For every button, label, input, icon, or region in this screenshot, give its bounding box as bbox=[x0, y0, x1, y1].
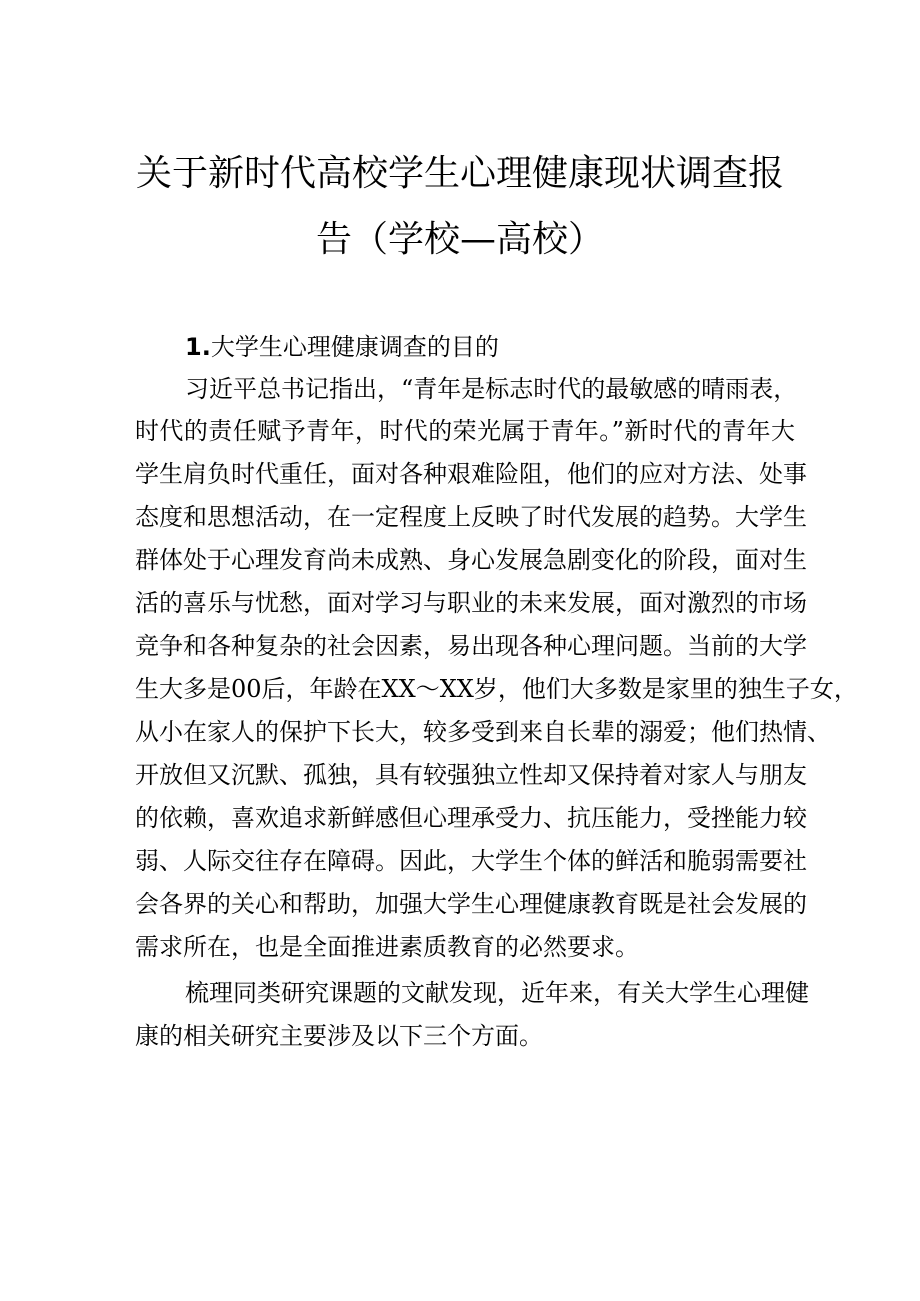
paragraph-2-line: 梳理同类研究课题的文献发现，近年来，有关大学生心理健 bbox=[185, 979, 809, 1007]
paragraph-1-line: 学生肩负时代重任，面对各种艰难险阻，他们的应对方法、处事 bbox=[135, 460, 807, 488]
section-number: 1. bbox=[185, 333, 211, 361]
document-title-line-1: 关于新时代高校学生心理健康现状调查报 bbox=[135, 153, 784, 194]
paragraph-1-line: 需求所在，也是全面推进素质教育的必然要求。 bbox=[135, 933, 639, 961]
paragraph-1-line: 生大多是00后，年龄在XX～XX岁，他们大多数是家里的独生子女， bbox=[135, 675, 858, 703]
paragraph-1-line: 竞争和各种复杂的社会因素，易出现各种心理问题。当前的大学 bbox=[135, 632, 807, 660]
paragraph-1-line: 态度和思想活动，在一定程度上反映了时代发展的趋势。大学生 bbox=[135, 503, 807, 531]
paragraph-1-line: 群体处于心理发育尚未成熟、身心发展急剧变化的阶段，面对生 bbox=[135, 546, 807, 574]
paragraph-1-line: 开放但又沉默、孤独，具有较强独立性却又保持着对家人与朋友 bbox=[135, 761, 807, 789]
paragraph-1-line: 活的喜乐与忧愁，面对学习与职业的未来发展，面对激烈的市场 bbox=[135, 589, 807, 617]
document-title-line-2: 告（学校—高校） bbox=[315, 219, 604, 260]
section-heading-text: 大学生心理健康调查的目的 bbox=[210, 333, 499, 361]
paragraph-1-line: 从小在家人的保护下长大，较多受到来自长辈的溺爱；他们热情、 bbox=[135, 718, 831, 746]
paragraph-1-line: 会各界的关心和帮助，加强大学生心理健康教育既是社会发展的 bbox=[135, 890, 807, 918]
paragraph-1-line: 时代的责任赋予青年，时代的荣光属于青年。”新时代的青年大 bbox=[135, 417, 795, 445]
paragraph-1-line: 弱、人际交往存在障碍。因此，大学生个体的鲜活和脆弱需要社 bbox=[135, 847, 807, 875]
paragraph-2-line: 康的相关研究主要涉及以下三个方面。 bbox=[135, 1022, 543, 1050]
paragraph-1-line: 习近平总书记指出，“青年是标志时代的最敏感的晴雨表， bbox=[185, 375, 798, 403]
paragraph-1-line: 的依赖，喜欢追求新鲜感但心理承受力、抗压能力，受挫能力较 bbox=[135, 804, 807, 832]
section-heading bbox=[185, 332, 499, 362]
